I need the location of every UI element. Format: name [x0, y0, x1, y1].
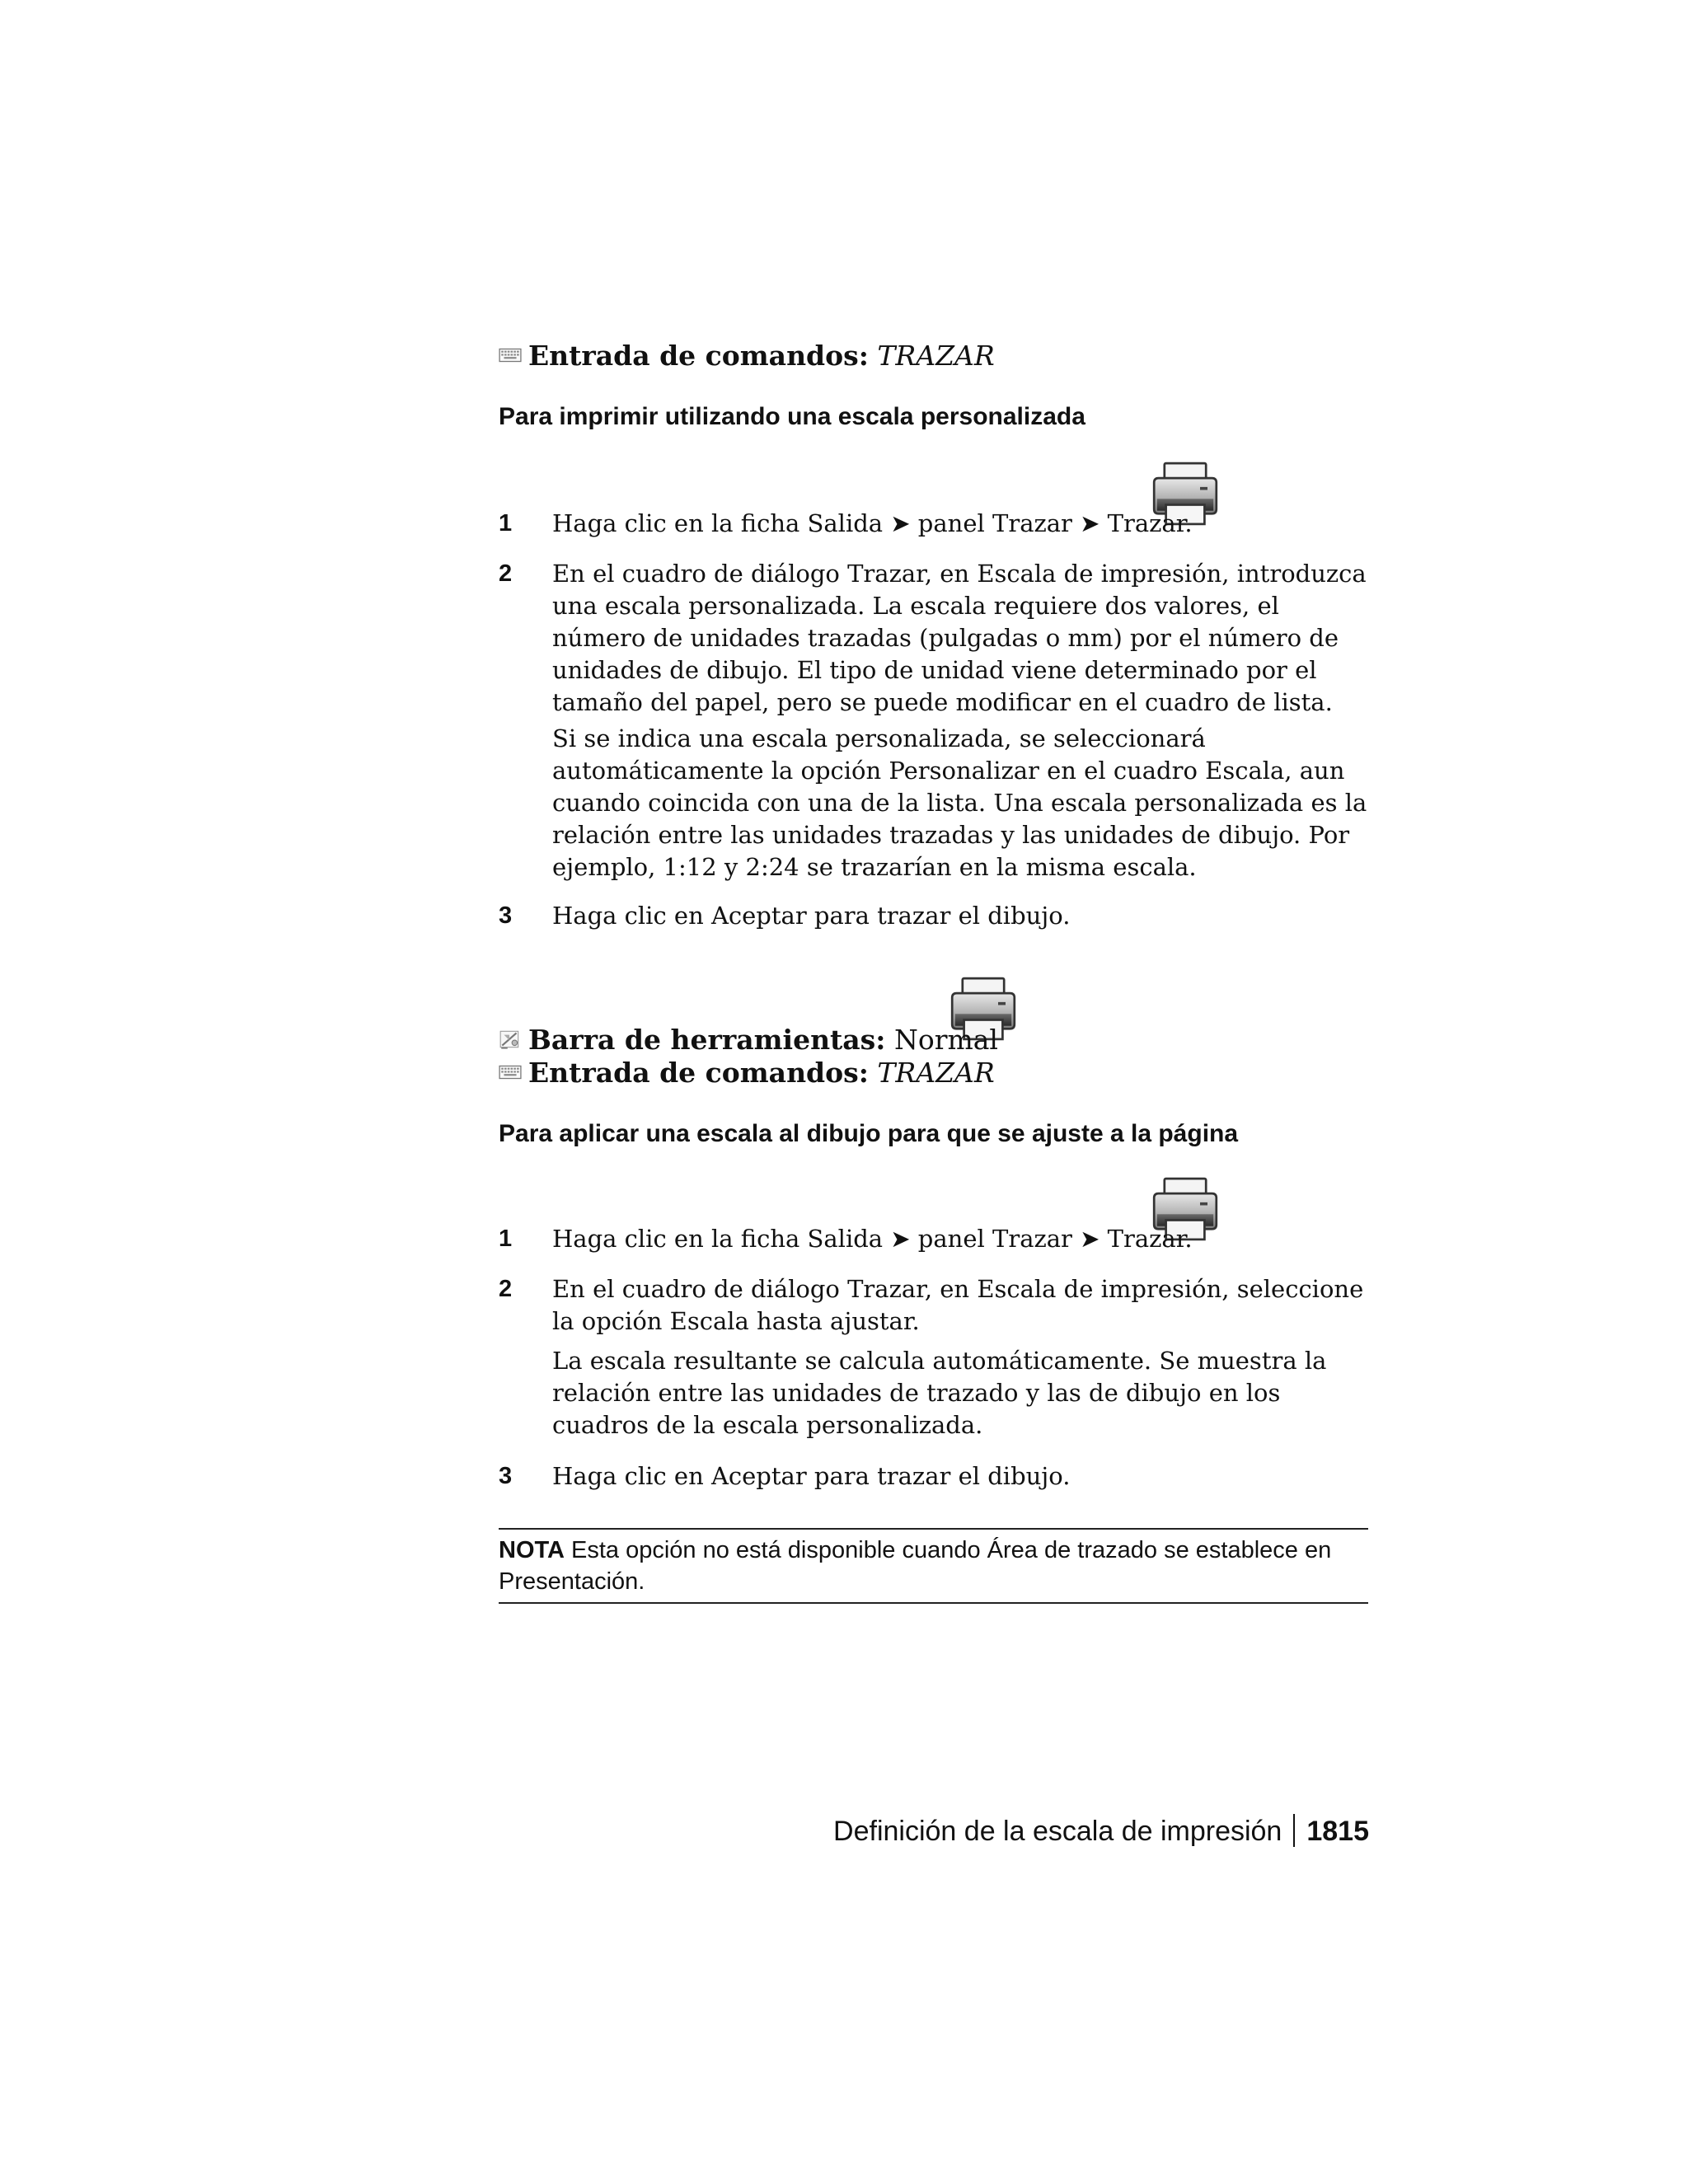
step-text: Haga clic en la ficha Salida ➤ panel Trazar ➤ Trazar.: [552, 509, 1193, 537]
command-entry-line: [499, 1057, 995, 1090]
step-text: En el cuadro de diálogo Trazar, en Escala de impresión, seleccione la opción Escala hasta ajustar.: [552, 1275, 1364, 1335]
page-footer: [833, 1813, 1369, 1849]
command-entry-line: [499, 340, 995, 373]
procedure-heading: Para aplicar una escala al dibujo para que se ajuste a la página: [499, 1120, 1239, 1147]
step-text: Haga clic en Aceptar para trazar el dibujo.: [552, 902, 1071, 930]
toolbar-value: Normal: [893, 1024, 998, 1056]
command-entry-label: Entrada de comandos:: [528, 340, 869, 372]
step-text: En el cuadro de diálogo Trazar, en Escala de impresión, introduzca una escala personalizada. La escala requiere dos valores, el número de unidades trazadas (pulgadas o mm) por el número de unidades de dibujo. El tipo de unidad viene determinado por el tamaño del papel, pero se puede modificar en el cuadro de lista.: [552, 560, 1367, 716]
command-entry-label: Entrada de comandos:: [528, 1057, 869, 1089]
command-entry-value: TRAZAR: [877, 1057, 995, 1089]
page-number: 1815: [1306, 1816, 1369, 1847]
step-paragraph: La escala resultante se calcula automáticamente. Se muestra la relación entre las unidades de trazado y las de dibujo en los cuadros de la escala personalizada.: [552, 1347, 1327, 1439]
step-number: 1: [499, 1226, 513, 1252]
step-number: 2: [499, 560, 513, 587]
step-number: 3: [499, 1463, 513, 1489]
step-text: Haga clic en Aceptar para trazar el dibujo.: [552, 1462, 1071, 1490]
keyboard-icon: [499, 1063, 522, 1081]
step-number: 2: [499, 1276, 513, 1302]
keyboard-icon: [499, 346, 522, 364]
procedure-heading: Para imprimir utilizando una escala personalizada: [499, 403, 1085, 430]
note-label: NOTA: [499, 1537, 565, 1563]
command-entry-value: TRAZAR: [877, 340, 995, 372]
step-number: 1: [499, 510, 513, 537]
note-top-rule: [499, 1528, 1368, 1530]
footer-title: Definición de la escala de impresión: [833, 1816, 1282, 1847]
step-paragraph: Si se indica una escala personalizada, se seleccionará automáticamente la opción Personalizar en el cuadro Escala, aun cuando coincida con una de la lista. Una escala personalizada es la relación entre las unidades trazadas y las unidades de dibujo. Por ejemplo, 1:12 y 2:24 se trazarían en la misma escala.: [552, 724, 1367, 881]
step-number: 3: [499, 902, 513, 929]
note-text: Esta opción no está disponible cuando Área de trazado se establece en Presentación.: [499, 1537, 1332, 1595]
toolbar-label: Barra de herramientas:: [528, 1024, 886, 1056]
note-bottom-rule: [499, 1602, 1368, 1604]
step-text: Haga clic en la ficha Salida ➤ panel Trazar ➤ Trazar.: [552, 1225, 1193, 1253]
toolbar-line: [499, 1024, 998, 1057]
footer-separator: [1293, 1814, 1295, 1847]
toolbar-icon: [499, 1028, 522, 1051]
note-box: [499, 1535, 1368, 1597]
